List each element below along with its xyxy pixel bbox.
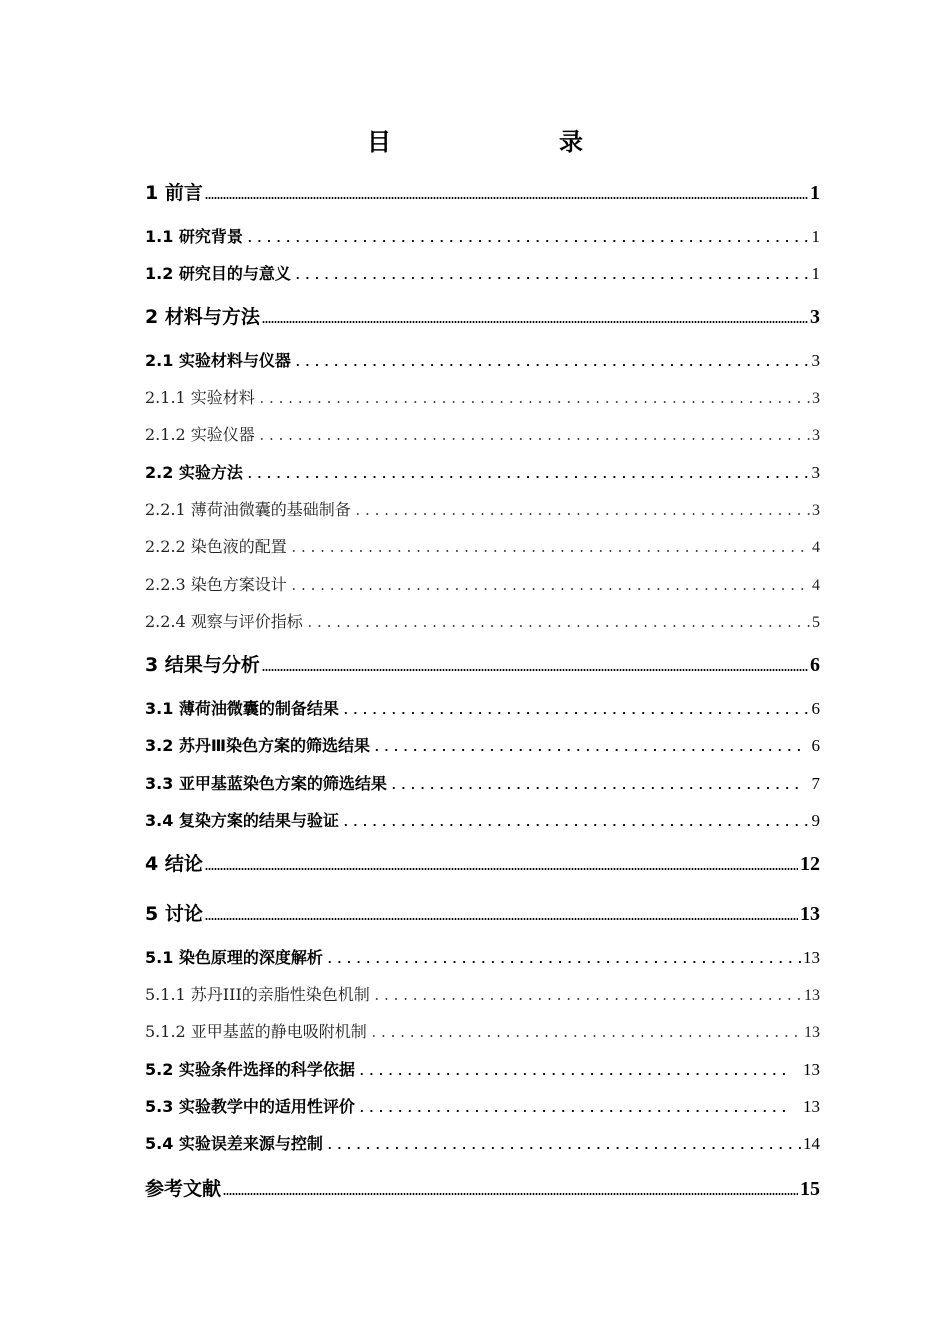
toc-entry-label: 5.1.1 苏丹III的亲脂性染色机制 bbox=[145, 985, 370, 1004]
toc-entry[interactable] bbox=[145, 609, 820, 632]
toc-entry-page: 5 bbox=[812, 614, 820, 631]
toc-entry-page: 3 bbox=[810, 306, 820, 328]
dot-leader bbox=[245, 475, 810, 479]
toc-entry-label: 2.2 实验方法 bbox=[145, 463, 243, 482]
dot-leader bbox=[262, 320, 808, 324]
toc-entry[interactable] bbox=[145, 534, 820, 557]
page-title: 目 录 bbox=[367, 128, 623, 156]
dot-leader bbox=[205, 196, 808, 200]
dot-leader bbox=[293, 276, 810, 280]
toc-entry-label: 1.1 研究背景 bbox=[145, 227, 243, 246]
toc-entry-label: 5.4 实验误差来源与控制 bbox=[145, 1134, 323, 1153]
toc-entry-page: 1 bbox=[810, 182, 820, 204]
dot-leader bbox=[325, 1146, 801, 1150]
toc-entry-page: 3 bbox=[811, 351, 820, 370]
dot-leader bbox=[245, 239, 810, 243]
toc-entry[interactable] bbox=[145, 224, 820, 247]
toc-entry-label: 1.2 研究目的与意义 bbox=[145, 264, 291, 283]
toc-entry-page: 13 bbox=[803, 1097, 820, 1116]
toc-entry[interactable] bbox=[145, 982, 820, 1005]
toc-entry-page: 3 bbox=[812, 502, 820, 519]
toc-entry[interactable] bbox=[145, 899, 820, 926]
toc-entry-page: 9 bbox=[811, 811, 820, 830]
toc-entry-page: 3 bbox=[811, 463, 820, 482]
toc-entry-page: 1 bbox=[811, 227, 820, 246]
toc-entry[interactable] bbox=[145, 1057, 820, 1080]
toc-entry-page: 14 bbox=[803, 1134, 820, 1153]
toc-entry-label: 2.1 实验材料与仪器 bbox=[145, 351, 291, 370]
toc-entry-label: 2.2.3 染色方案设计 bbox=[145, 575, 287, 594]
toc-entry-page: 15 bbox=[800, 1178, 820, 1200]
dot-leader bbox=[223, 1192, 798, 1196]
toc-entry[interactable] bbox=[145, 460, 820, 483]
toc-entry[interactable] bbox=[145, 849, 820, 876]
toc-entry-page: 3 bbox=[812, 390, 820, 407]
toc-entry-label: 3.3 亚甲基蓝染色方案的筛选结果 bbox=[145, 774, 387, 793]
toc-entry-page: 13 bbox=[804, 987, 820, 1004]
dot-leader bbox=[341, 711, 810, 715]
toc-entry-page: 13 bbox=[803, 1060, 820, 1079]
toc-entry[interactable] bbox=[145, 650, 820, 677]
dot-leader bbox=[353, 512, 810, 516]
toc-entry[interactable] bbox=[145, 733, 820, 756]
toc-entry-label: 3.4 复染方案的结果与验证 bbox=[145, 811, 339, 830]
dot-leader bbox=[357, 1072, 791, 1076]
dot-leader bbox=[372, 748, 799, 752]
toc-entry-label: 2.1.2 实验仪器 bbox=[145, 425, 255, 444]
toc-entry-page: 6 bbox=[811, 736, 820, 755]
dot-leader bbox=[372, 997, 802, 1001]
toc-entry-label: 4 结论 bbox=[145, 853, 203, 875]
toc-entry-label: 2.2.4 观察与评价指标 bbox=[145, 612, 303, 631]
toc-entry-label: 5.1.2 亚甲基蓝的静电吸附机制 bbox=[145, 1022, 367, 1041]
dot-leader bbox=[341, 823, 810, 827]
toc-entry-label: 5 讨论 bbox=[145, 903, 203, 925]
toc-entry-page: 13 bbox=[804, 1024, 820, 1041]
toc-entry[interactable] bbox=[145, 1019, 820, 1042]
dot-leader bbox=[289, 587, 810, 591]
toc-entry[interactable] bbox=[145, 385, 820, 408]
toc-entry-page: 6 bbox=[811, 699, 820, 718]
toc-entry-label: 参考文献 bbox=[145, 1178, 222, 1200]
toc-entry-label: 2 材料与方法 bbox=[145, 306, 260, 328]
dot-leader bbox=[293, 363, 810, 367]
toc-entry[interactable] bbox=[145, 178, 820, 205]
dot-leader bbox=[262, 668, 808, 672]
toc-entry[interactable] bbox=[145, 1094, 820, 1117]
dot-leader bbox=[257, 437, 810, 441]
dot-leader bbox=[205, 917, 798, 921]
toc-entry-label: 2.2.1 薄荷油微囊的基础制备 bbox=[145, 500, 351, 519]
dot-leader bbox=[205, 867, 798, 871]
toc-entry[interactable] bbox=[145, 1174, 820, 1201]
toc-entry[interactable] bbox=[145, 696, 820, 719]
dot-leader bbox=[389, 786, 800, 790]
toc-entry-page: 13 bbox=[803, 948, 820, 967]
toc-entry-label: 1 前言 bbox=[145, 182, 203, 204]
toc-entry-label: 2.1.1 实验材料 bbox=[145, 388, 255, 407]
dot-leader bbox=[325, 960, 801, 964]
toc-entry[interactable] bbox=[145, 348, 820, 371]
toc-entry[interactable] bbox=[145, 1131, 820, 1154]
toc-entry-label: 2.2.2 染色液的配置 bbox=[145, 537, 287, 556]
toc-entry-label: 5.2 实验条件选择的科学依据 bbox=[145, 1060, 355, 1079]
toc-entry[interactable] bbox=[145, 945, 820, 968]
toc-entry-label: 3.2 苏丹Ⅲ染色方案的筛选结果 bbox=[145, 736, 371, 755]
toc-entry-page: 13 bbox=[800, 903, 820, 925]
toc-entry[interactable] bbox=[145, 808, 820, 831]
dot-leader bbox=[357, 1109, 791, 1113]
toc-entry[interactable] bbox=[145, 572, 820, 595]
dot-leader bbox=[369, 1034, 802, 1038]
toc-entry-page: 4 bbox=[812, 539, 820, 556]
toc-entry[interactable] bbox=[145, 771, 820, 794]
toc-entry-page: 1 bbox=[811, 264, 820, 283]
toc-entry-page: 12 bbox=[800, 853, 820, 875]
dot-leader bbox=[305, 624, 810, 628]
toc-entry-page: 7 bbox=[811, 774, 820, 793]
toc-entry-label: 5.1 染色原理的深度解析 bbox=[145, 948, 323, 967]
toc-entry[interactable] bbox=[145, 422, 820, 445]
dot-leader bbox=[289, 549, 810, 553]
toc-entry-label: 3 结果与分析 bbox=[145, 654, 260, 676]
toc-entry-page: 6 bbox=[810, 654, 820, 676]
toc-entry-page: 3 bbox=[812, 427, 820, 444]
toc-entry[interactable] bbox=[145, 302, 820, 329]
toc-entry[interactable] bbox=[145, 497, 820, 520]
toc-entry-label: 3.1 薄荷油微囊的制备结果 bbox=[145, 699, 339, 718]
dot-leader bbox=[257, 400, 810, 404]
toc-entry[interactable] bbox=[145, 261, 820, 284]
toc-entry-label: 5.3 实验教学中的适用性评价 bbox=[145, 1097, 355, 1116]
toc-entry-page: 4 bbox=[812, 577, 820, 594]
